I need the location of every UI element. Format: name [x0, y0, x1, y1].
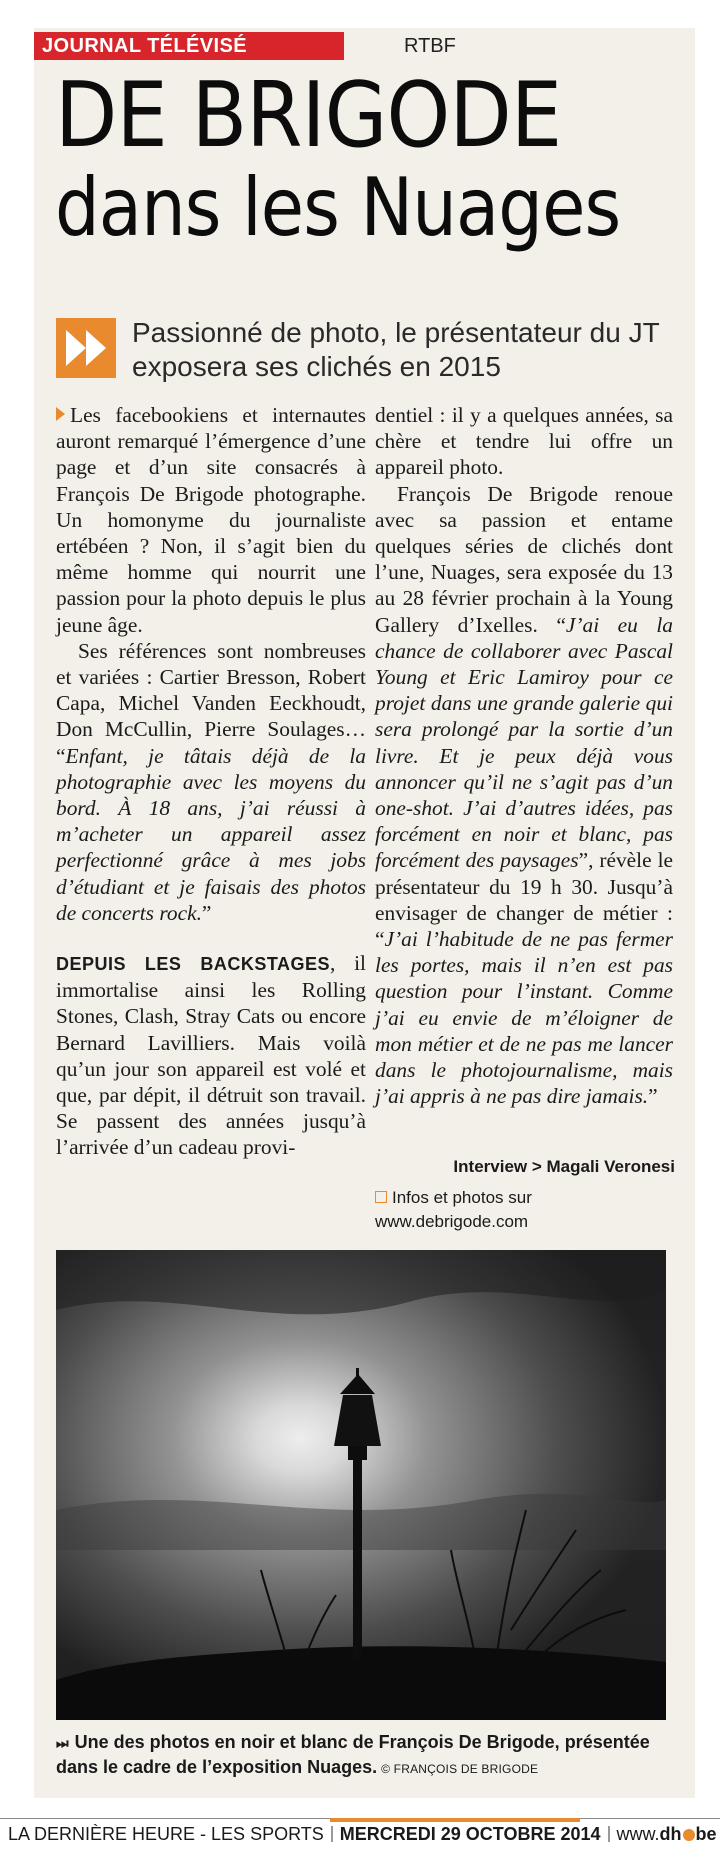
paragraph [56, 638, 366, 926]
paragraph-text: , il immortalise ainsi les Rolling Stones, Clash, Stray Cats ou encore Bernard Lavilliers. Mais voilà qu’un jour son appareil est volé et que, par dépit, il détruit son travail. Se passent des années jusqu’à l’arrivée d’un cadeau provi- [56, 951, 366, 1160]
double-arrow-icon [56, 318, 116, 378]
paragraph [56, 402, 366, 638]
site-prefix: www. [616, 1824, 660, 1844]
photo-credit: © FRANÇOIS DE BRIGODE [381, 1762, 539, 1776]
lead-arrow-icon [56, 407, 65, 421]
newspaper-name: LA DERNIÈRE HEURE - LES SPORTS [8, 1824, 324, 1844]
separator [608, 1826, 610, 1842]
paragraph [375, 402, 673, 481]
site-link[interactable] [617, 1824, 717, 1844]
paragraph-text: Ses références sont nombreuses et variées : Cartier Bresson, Robert Capa, Michel Vanden Eeckhoudt, Don McCullin, Pierre Soulages… “ [56, 638, 366, 768]
globe-icon [683, 1829, 695, 1841]
subheading: DEPUIS LES BACKSTAGES [56, 954, 331, 975]
dek-text: Passionné de photo, le présentateur du JT exposera ses clichés en 2015 [132, 317, 660, 382]
site-brand: dh [659, 1824, 682, 1844]
rubric-bar [34, 32, 695, 60]
paragraph [375, 481, 673, 1110]
footer-accent [330, 1818, 580, 1822]
source-label: RTBF [404, 35, 456, 57]
lamp-post-photo [56, 1250, 666, 1720]
quote-close: ” [648, 1084, 658, 1109]
quote-text: J’ai eu la chance de collaborer avec Pascal Young et Eric Lamiroy pour ce projet dans une grande galerie qui sera prolongé par la sortie d’un livre. Et je peux déjà vous annoncer qu’il ne s’agit pas d’un one-shot. J’ai d’autres idées, pas forcément en noir et blanc, pas forcément des paysages [375, 612, 674, 873]
headline-line-1: DE BRIGODE [55, 63, 562, 168]
quote-text: J’ai l’habitude de ne pas fermer les portes, mais il n’en est pas question pour l’instant. Comme j’ai eu envie de m’éloigner de mon métier et de ne pas me lancer dans le photojournalisme, mais j’ai appris à ne pas dire jamais. [375, 927, 673, 1109]
page-footer [0, 1818, 720, 1852]
website-link[interactable]: www.debrigode.com [375, 1212, 529, 1231]
paragraph-text: dentiel : il y a quelques années, sa chère et tendre lui offre un appareil photo. [375, 403, 673, 480]
byline: Interview > Magali Veronesi [453, 1157, 675, 1176]
photo-caption [56, 1730, 676, 1781]
info-box [375, 1186, 675, 1234]
section-rubric: JOURNAL TÉLÉVISÉ [34, 32, 344, 60]
paragraph-text: Les facebookiens et internautes auront remarqué l’émergence d’une page et d’un site consacrés à François De Brigode photographe. Un homonyme du journaliste ertébéen ? Non, il s’agit bien du même homme qui nourrit une passion pour la photo depuis le plus jeune âge. [56, 403, 366, 637]
square-bullet-icon [375, 1191, 387, 1203]
caption-text: Une des photos en noir et blanc de François De Brigode, présentée dans le cadre de l’exposition Nuages. [56, 1732, 650, 1777]
quote-text: Enfant, je tâtais déjà de la photographie avec les moyens du bord. À 18 ans, j’ai réussi à m’acheter un appareil assez perfectionné grâce à mes jobs d’étudiant et je faisais des photos de concerts rock. [56, 743, 366, 925]
headline-line-2: dans les Nuages [55, 161, 621, 254]
paragraph-text: François De Brigode renoue avec sa passion et entame quelques séries de clichés dont l’une, Nuages, sera exposée du 13 au 28 février prochain à la Young Gallery d’Ixelles. “ [375, 481, 673, 637]
paragraph-text: ”, révèle le présentateur du 19 h 30. Jusqu’à envisager de changer de métier : “ [375, 848, 673, 952]
paragraph [56, 950, 366, 1161]
separator [331, 1826, 333, 1842]
dek [56, 318, 676, 388]
quote-close: ” [201, 900, 212, 925]
headline [55, 63, 695, 254]
article-column-1 [56, 402, 366, 1161]
skip-forward-icon: ⏭ [56, 1735, 69, 1751]
article-column-2 [375, 402, 673, 1109]
issue-date: MERCREDI 29 OCTOBRE 2014 [339, 1824, 601, 1844]
info-text: Infos et photos sur [392, 1188, 532, 1207]
site-suffix: be [695, 1824, 717, 1844]
footer-text [8, 1824, 717, 1845]
